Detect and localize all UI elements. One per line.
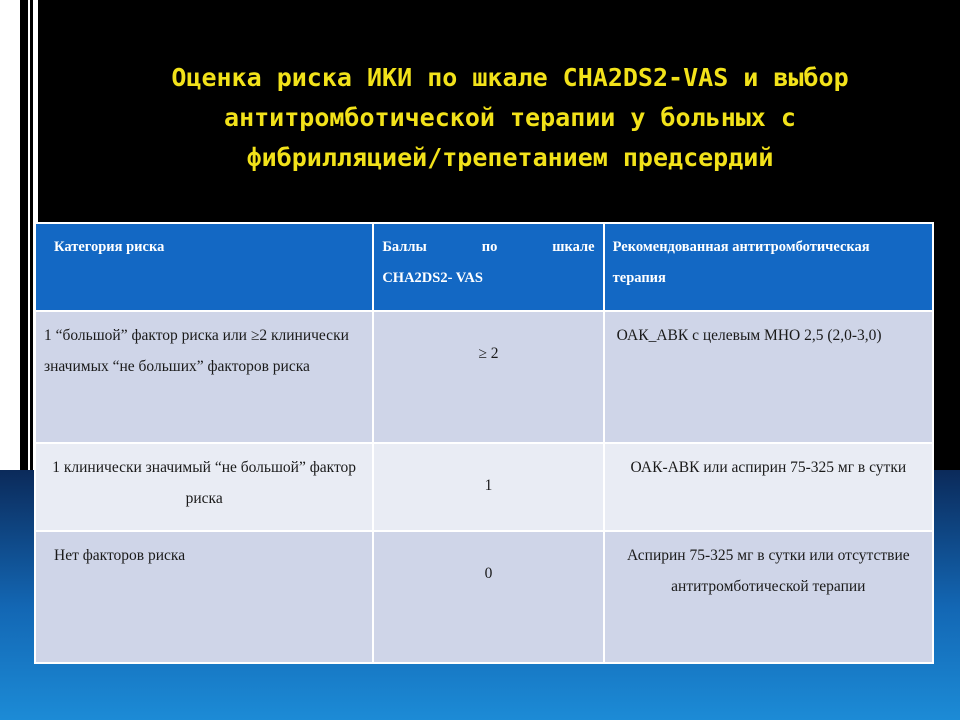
header-therapy-text: Рекомендованная антитромботическая терапия — [612, 239, 870, 286]
header-category-text: Категория риска — [54, 239, 165, 255]
table-row — [35, 311, 933, 443]
background-gradient-left — [0, 470, 38, 720]
header-score-line1 — [382, 232, 594, 263]
table-header-row — [35, 223, 933, 311]
table-row — [35, 531, 933, 663]
table-row — [35, 443, 933, 531]
cell-score — [373, 311, 603, 443]
score-text: 0 — [484, 565, 493, 582]
risk-table — [34, 222, 934, 664]
therapy-text: ОАК_АВК с целевым МНО 2,5 (2,0-3,0) — [616, 327, 882, 344]
header-score-text — [374, 224, 602, 302]
header-score-word: шкале — [552, 239, 595, 255]
header-score — [373, 223, 603, 311]
cell-score — [373, 443, 603, 531]
cell-score — [373, 531, 603, 663]
category-text: Нет факторов риска — [54, 547, 186, 564]
cell-therapy — [604, 443, 933, 531]
header-therapy — [604, 223, 933, 311]
therapy-text: ОАК-АВК или аспирин 75-325 мг в сутки — [630, 459, 907, 476]
cell-category — [35, 311, 373, 443]
slide-title: Оценка риска ИКИ по шкале CHA2DS2-VAS и выбор антитромботической терапии у больных с фибрилляцией/трепетанием предсердий — [171, 63, 849, 172]
cell-therapy — [604, 531, 933, 663]
cell-category — [35, 443, 373, 531]
header-score-word: Баллы — [382, 239, 427, 255]
header-score-word: по — [481, 239, 498, 255]
header-category — [35, 223, 373, 311]
cell-category — [35, 531, 373, 663]
category-text: 1 клинически значимый “не большой” фактор риска — [52, 459, 357, 507]
header-score-line2: CHA2DS2- VAS — [382, 270, 483, 286]
category-text: 1 “большой” фактор риска или ≥2 клинически значимых “не больших” факторов риска — [44, 327, 349, 375]
score-text: ≥ 2 — [478, 345, 499, 362]
cell-therapy — [604, 311, 933, 443]
therapy-text: Аспирин 75-325 мг в сутки или отсутствие антитромботической терапии — [626, 547, 910, 595]
score-text: 1 — [484, 477, 493, 494]
